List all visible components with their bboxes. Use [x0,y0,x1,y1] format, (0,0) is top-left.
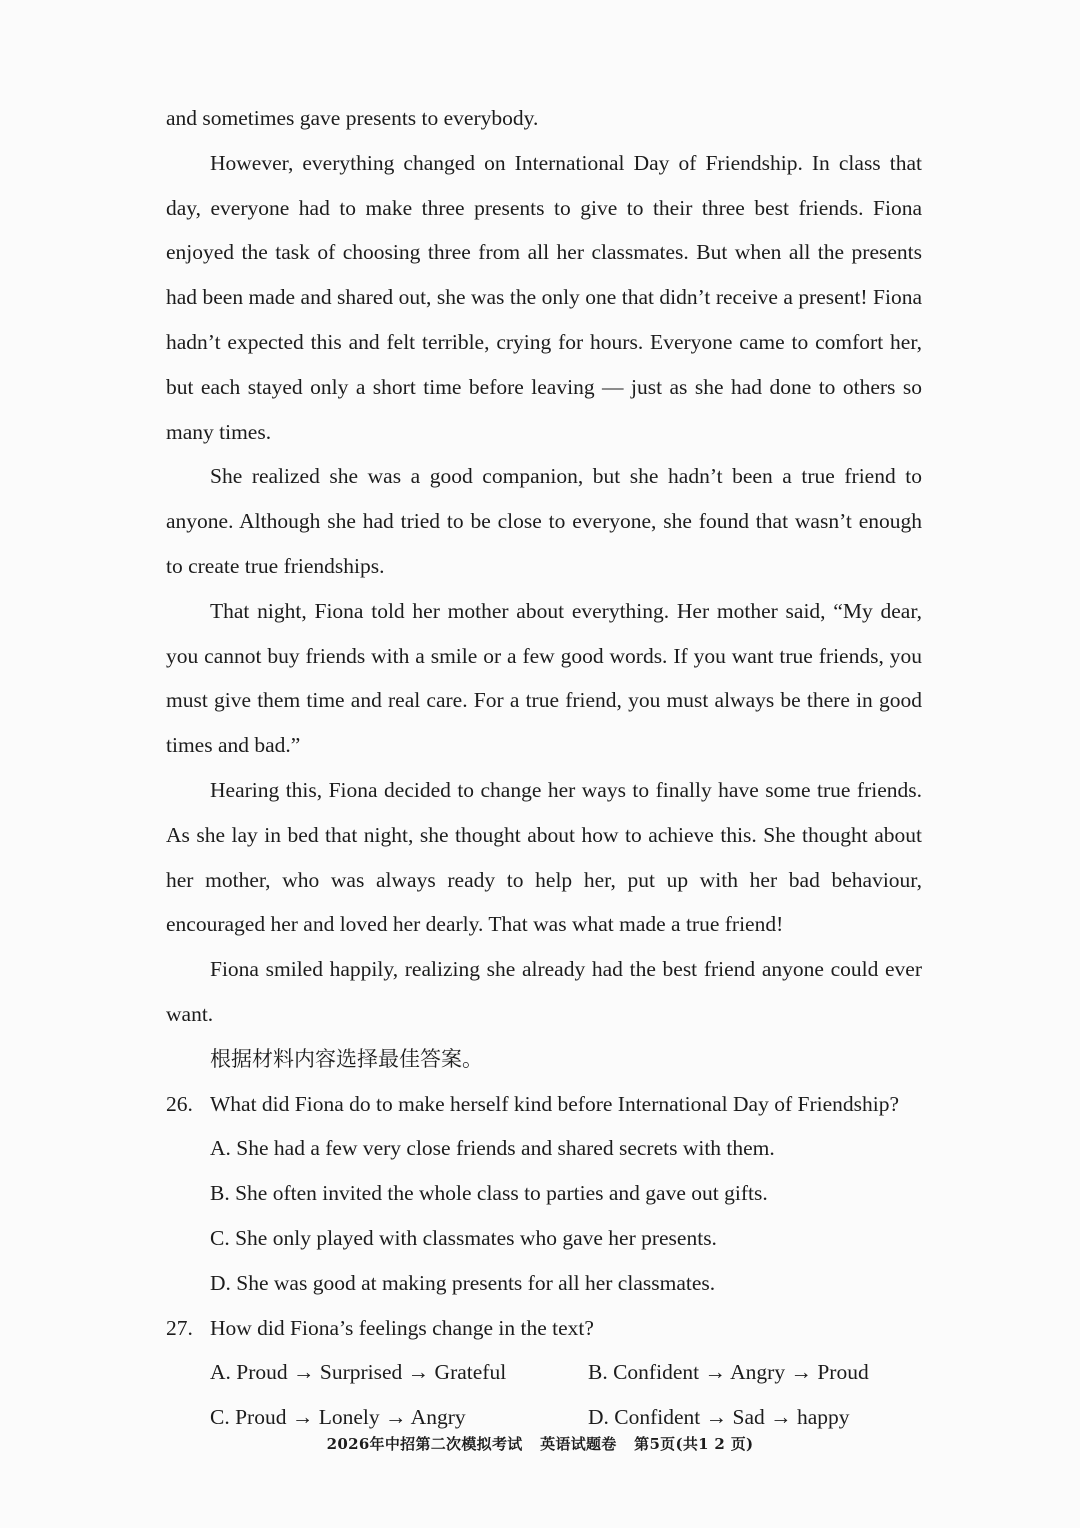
option-b: B. Confident → Angry → Proud [588,1360,869,1385]
question-26 [166,1082,922,1306]
passage-paragraph: She realized she was a good companion, but she hadn’t been a true friend to anyone. Although she had tried to be close to everyone, she found that wasn’t enough to create true friendships. [166,464,922,578]
option-a: A. Proud → Surprised → Grateful [210,1360,507,1385]
footer-exam-title: 2026年中招第二次模拟考试 [326,1435,523,1453]
passage-paragraph: and sometimes gave presents to everybody. [166,106,539,130]
footer-subject: 英语试题卷 [540,1435,617,1453]
question-instruction: 根据材料内容选择最佳答案。 [210,1046,483,1071]
question-stem [166,1082,922,1127]
option-d: D. She was good at making presents for all her classmates. [210,1270,716,1295]
passage-paragraph: That night, Fiona told her mother about everything. Her mother said, “My dear, you cannot buy friends with a smile or a few good words. If you want true friends, you must give them time and real care. For a true friend, you must always be there in good times and bad.” [166,598,922,758]
option-a: A. She had a few very close friends and shared secrets with them. [210,1136,775,1161]
reading-passage [166,96,922,1440]
option-b: B. She often invited the whole class to parties and gave out gifts. [210,1181,768,1206]
question-number: 27. [166,1315,193,1340]
option-c: C. Proud → Lonely → Angry [210,1405,466,1430]
option-c: C. She only played with classmates who gave her presents. [210,1225,717,1250]
page-footer [0,1433,1080,1454]
question-27 [166,1306,922,1440]
footer-page-number: 第5页(共1 2 页) [634,1435,754,1453]
passage-paragraph: Fiona smiled happily, realizing she already had the best friend anyone could ever want. [166,957,922,1026]
option-d: D. Confident → Sad → happy [588,1405,850,1430]
passage-paragraph: However, everything changed on International Day of Friendship. In class that day, everyone had to make three presents to give to their three best friends. Fiona enjoyed the task of choosing three from all her classmates. But when all the presents had been made and shared out, she was the only one that didn’t receive a present! Fiona hadn’t expected this and felt terrible, crying for hours. Everyone came to comfort her, but each stayed only a short time before leaving — just as she had done to others so many times. [166,150,922,444]
option-grid [166,1350,922,1440]
question-text: How did Fiona’s feelings change in the text? [210,1315,594,1340]
passage-paragraph: Hearing this, Fiona decided to change her ways to finally have some true friends. As she lay in bed that night, she thought about how to achieve this. She thought about her mother, who was always ready to help her, put up with her bad behaviour, encouraged her and loved her dearly. That was what made a true friend! [166,777,922,937]
question-stem [166,1306,922,1351]
question-number: 26. [166,1091,193,1116]
question-text: What did Fiona do to make herself kind before International Day of Friendship? [210,1091,899,1116]
